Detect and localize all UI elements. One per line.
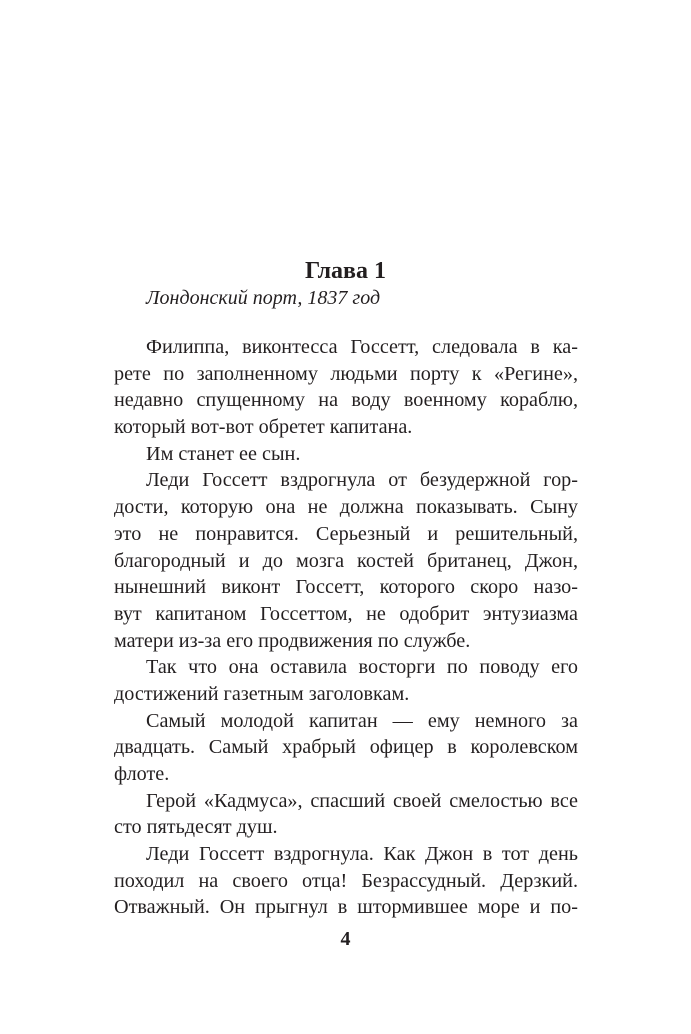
text-line: Им станет ее сын. [146, 442, 301, 465]
paragraph [114, 334, 578, 441]
text-line: Отважный. Он прыгнул в штормившее море и по- [114, 896, 578, 919]
text-line: это не понравится. Серьезный и решительный, [114, 522, 578, 545]
text-line: дости, которую она не должна показывать. Сыну [114, 496, 578, 519]
text-line: недавно спущенному на воду военному кораблю, [114, 389, 578, 412]
chapter-title: Глава 1 [305, 258, 386, 284]
text-line: двадцать. Самый храбрый офицер в королевском [114, 736, 578, 759]
text-line: нынешний виконт Госсетт, которого скоро назо- [114, 576, 578, 599]
page-number: 4 [340, 928, 351, 950]
text-line: Леди Госсетт вздрогнула. Как Джон в тот день [146, 843, 578, 866]
text-line: благородный и до мозга костей британец, Джон, [114, 549, 578, 572]
paragraph [114, 841, 578, 921]
paragraph [114, 788, 578, 841]
paragraph [114, 467, 578, 654]
text-line: сто пятьдесят душ. [114, 816, 278, 839]
text-line: походил на своего отца! Безрассудный. Дерзкий. [114, 869, 578, 892]
text-line: флоте. [114, 763, 170, 785]
text-line: Самый молодой капитан — ему немного за [146, 709, 578, 732]
text-line: Леди Госсетт вздрогнула от безудержной гор- [146, 469, 578, 492]
text-line: Так что она оставила восторги по поводу его [146, 656, 578, 679]
text-line: который вот-вот обретет капитана. [114, 416, 413, 439]
paragraph [114, 441, 578, 468]
paragraph [114, 708, 578, 788]
text-line: вут капитаном Госсеттом, не одобрит энтузиазма [114, 602, 578, 625]
chapter-subtitle: Лондонский порт, 1837 год [146, 287, 381, 309]
text-line: Филиппа, виконтесса Госсетт, следовала в ка- [146, 336, 578, 358]
text-line: достижений газетным заголовкам. [114, 682, 410, 705]
paragraph [114, 654, 578, 707]
text-line: рете по заполненному людьми порту к «Регине», [114, 362, 578, 385]
body-text [114, 334, 578, 921]
text-line: Герой «Кадмуса», спасший своей смелостью все [146, 789, 578, 812]
text-line: матери из-за его продвижения по службе. [114, 629, 471, 652]
